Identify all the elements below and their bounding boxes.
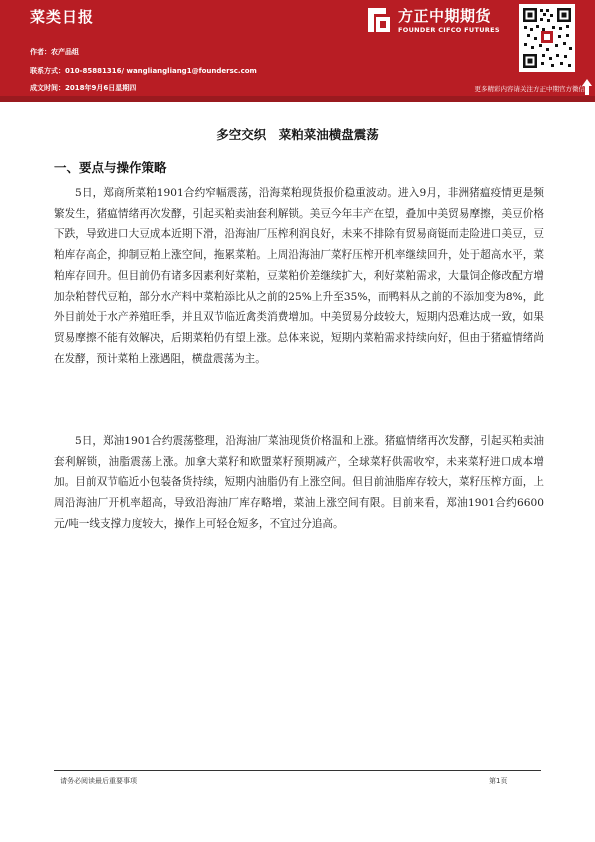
- document-title: 多空交织 菜粕菜油横盘震荡: [216, 127, 379, 142]
- date-line: 成文时间：2018年9月6日星期四: [30, 84, 137, 92]
- footer-disclaimer: 请务必阅读最后重要事项: [60, 777, 137, 785]
- paragraph-rapeseed-meal: 5日，郑商所菜粕1901合约窄幅震荡，沿海菜粕现货报价稳重波动。进入9月，非洲猪瘟疫情更是频繁发生，猪瘟情绪再次发酵，引起买粕卖油套利解锁。美豆今年丰产在望，叠加中美贸易摩擦，美豆价格下跌，导致进口大豆成本近期下滑，沿海油厂压榨利润良好，未来不排除有贸易商铤而走险进口美豆，豆粕库存高企，抑制豆粕上涨空间，拖累菜粕。上周沿海油厂菜籽压榨开机率继续回升，处于超高水平，菜粕库存回升。但目前仍有诸多因素利好菜粕，豆菜粕价差继续扩大，利好菜粕需求，大量饲企修改配方增加杂粕替代豆粕，部分水产料中菜粕添比从之前的25%上升至35%，而鸭料从之前的不添加变为8%，此外目前处于水产养殖旺季，并且双节临近禽类消费增加。中美贸易分歧较大，短期内恐难达成一致，如果贸易摩擦不能有效解决，后期菜粕仍有望上涨。总体来说，短期内菜粕需求持续向好，但由于猪瘟情绪尚在发酵，预计菜粕上涨遇阻，横盘震荡为主。: [54, 187, 544, 365]
- paragraph-rapeseed-oil: 5日，郑油1901合约震荡整理，沿海油厂菜油现货价格温和上涨。猪瘟情绪再次发酵，引起买粕卖油套利解锁，油脂震荡上涨。加拿大菜籽和欧盟菜籽预期减产，全球菜籽供需收窄，未来菜籽进口成本增加。目前双节临近小包装备货持续，短期内油脂仍有上涨空间。但目前油脂库存较大，菜籽压榨方面，上周沿海油厂开机率超高，导致沿海油厂库存略增，菜油上涨空间有限。目前来看，郑油1901合约6600元/吨一线支撑力度较大，操作上可轻仓短多，不宜过分追高。: [54, 435, 544, 530]
- qr-code-icon: [519, 4, 575, 72]
- company-logo-icon: [364, 6, 392, 34]
- company-name-en: FOUNDER CIFCO FUTURES: [398, 26, 500, 34]
- follow-wechat-note: 更多精彩内容请关注方正中期官方微信: [474, 85, 585, 93]
- wechat-qr-code: [519, 4, 575, 72]
- company-name-cn: 方正中期期货: [398, 7, 492, 25]
- report-type-title: 菜类日报: [30, 8, 95, 26]
- report-header: [0, 0, 595, 96]
- author-line: 作者：农产品组: [30, 48, 79, 56]
- arrow-up-icon: [581, 78, 593, 96]
- footer-divider: [54, 770, 541, 771]
- page-number: 第1页: [489, 777, 508, 785]
- header-bottom-bar: [0, 96, 595, 102]
- company-brand: [364, 4, 514, 38]
- section-heading: 一、要点与操作策略: [54, 160, 167, 175]
- contact-line: 联系方式：010-85881316/ wangliangliang1@foundersc.com: [30, 67, 257, 75]
